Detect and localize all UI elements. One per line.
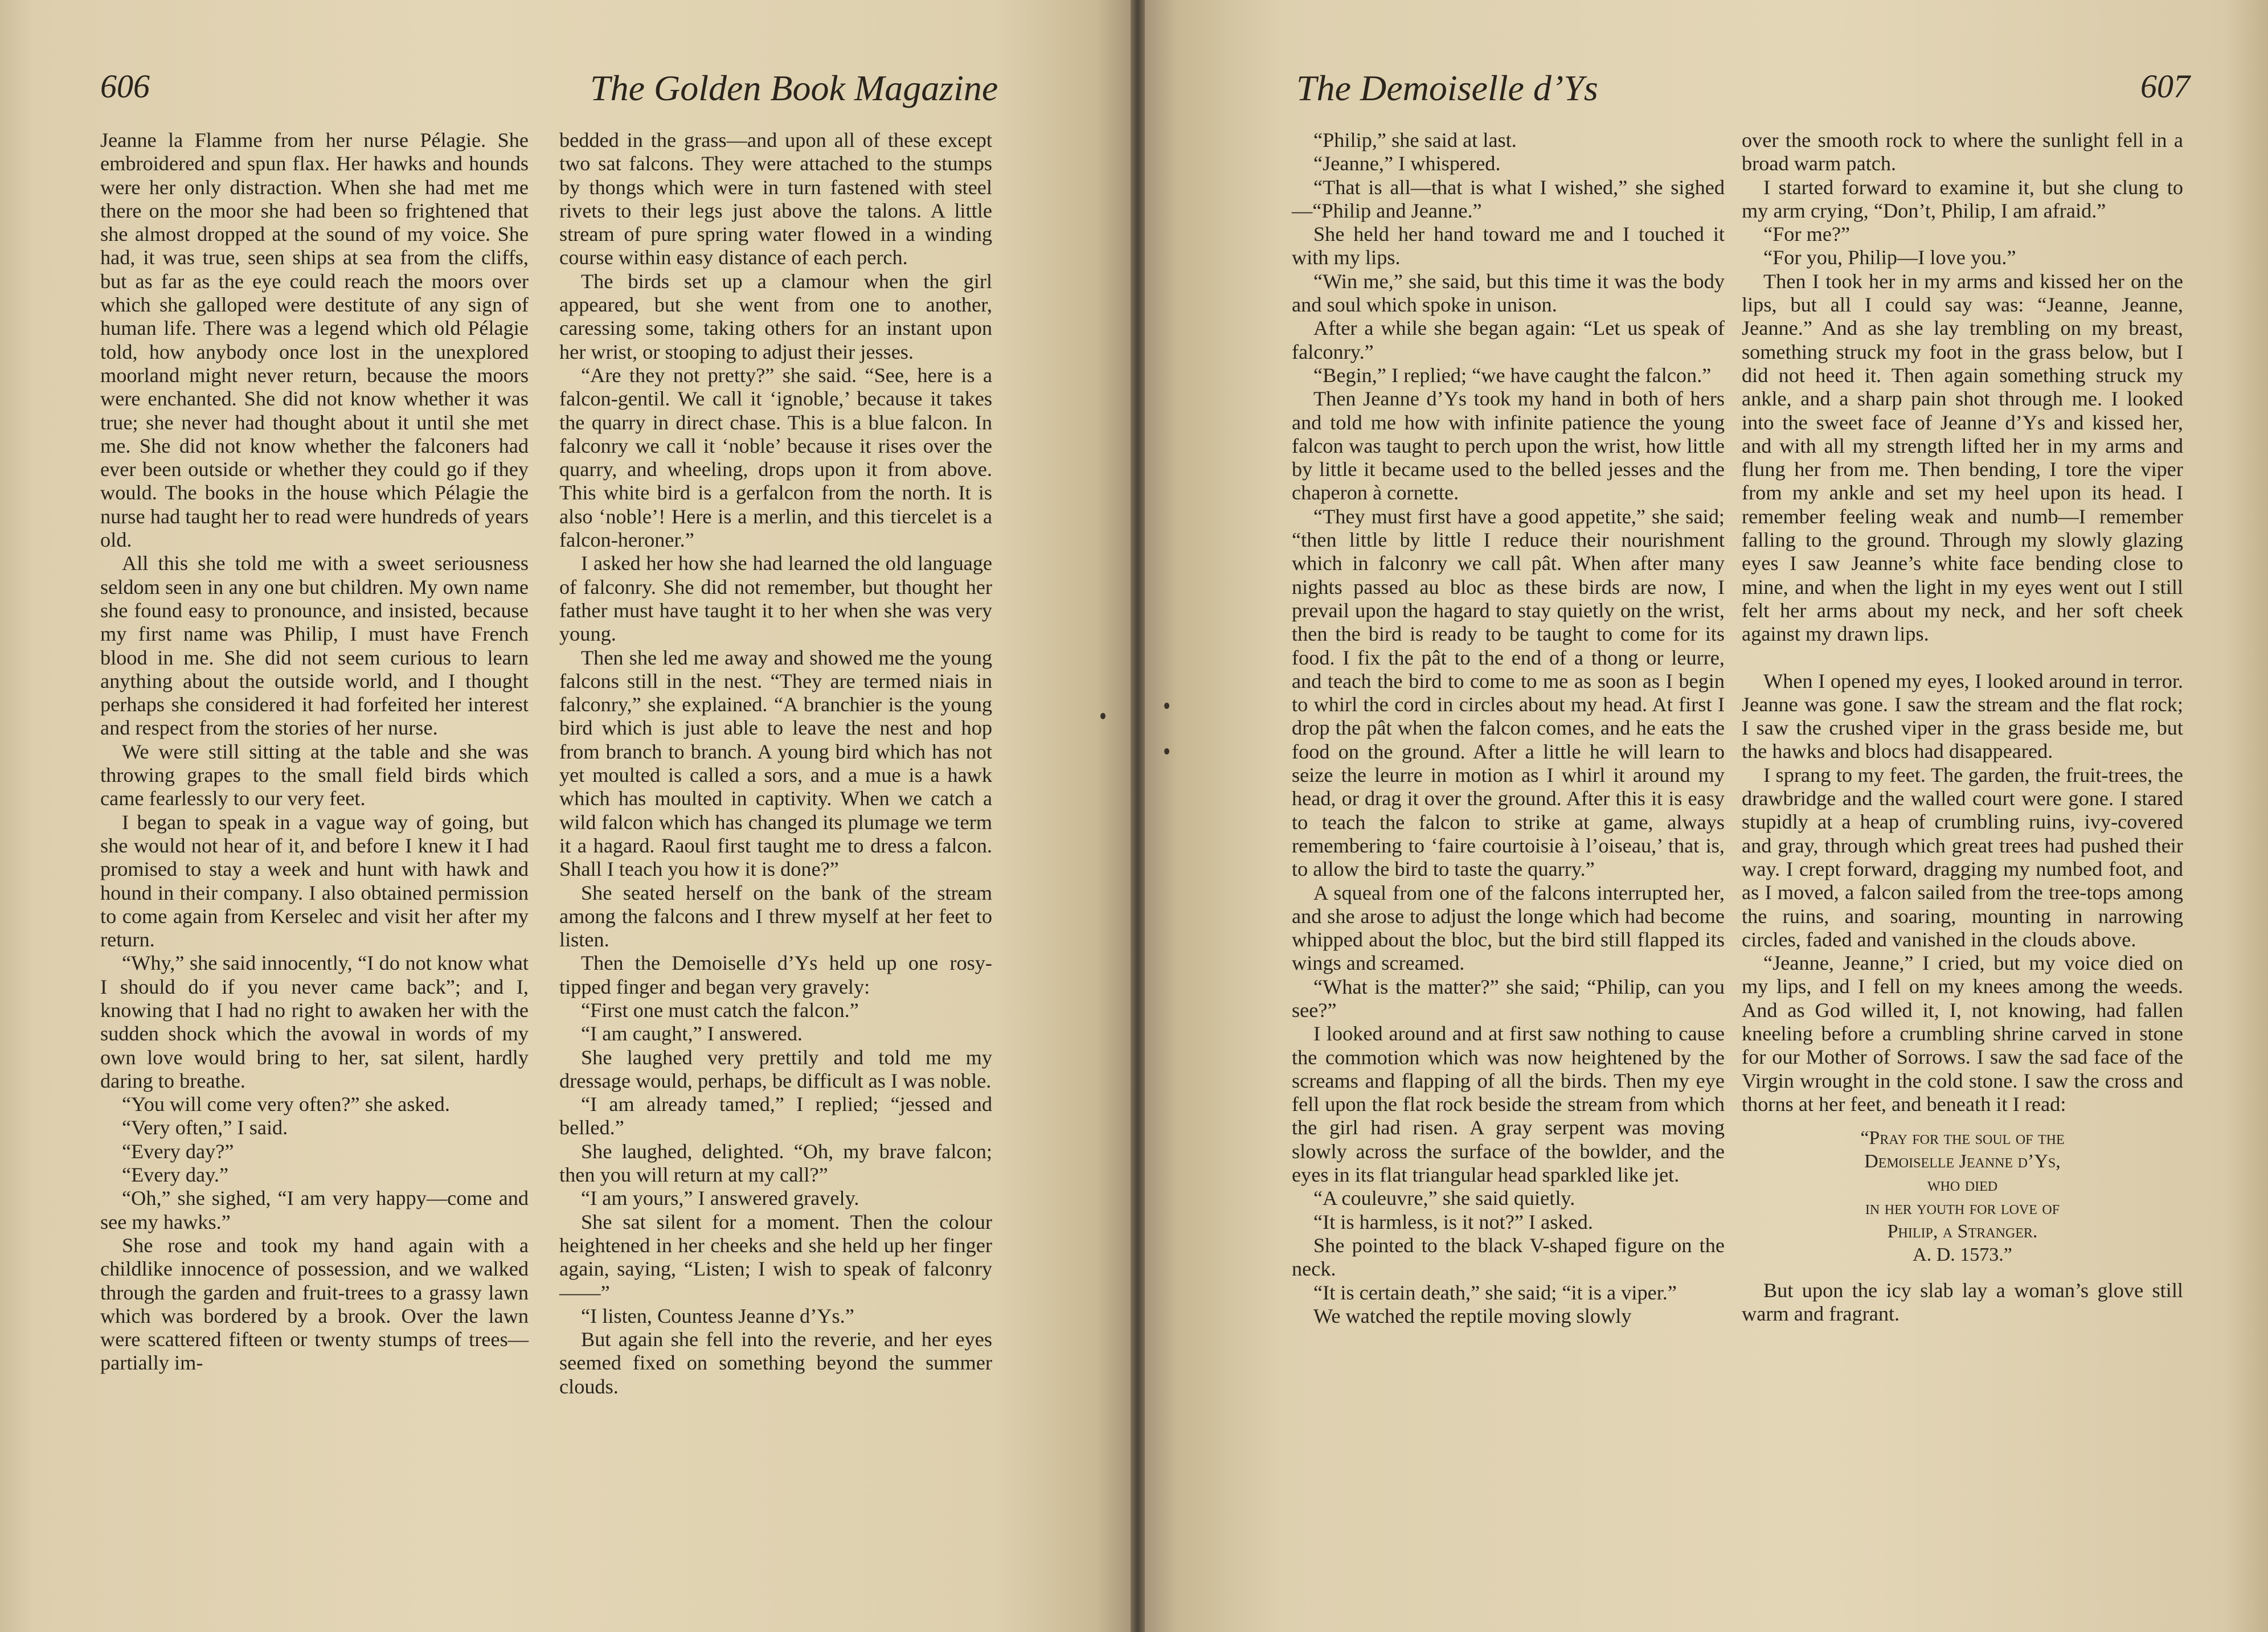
left-column-2 xyxy=(559,129,992,1399)
paragraph: “I am already tamed,” I replied; “jessed and belled.” xyxy=(559,1093,992,1139)
shrine-inscription xyxy=(1742,1126,2183,1266)
paragraph: “It is harmless, is it not?” I asked. xyxy=(1313,1210,1593,1233)
paragraph: But again she fell into the reverie, and her eyes seemed fixed on something beyond the summer clouds. xyxy=(559,1328,992,1398)
paragraph: We were still sitting at the table and she was throwing grapes to the small field birds which came fearlessly to our very feet. xyxy=(100,740,529,810)
paragraph: Jeanne la Flamme from her nurse Pélagie. She embroidered and spun flax. Her hawks and hounds were her only distraction. When she had met me there on the moor she had been so frightened that she almost dropped at the sound of my voice. She had, it was true, seen ships at sea from the cliffs, but as far as the eye could reach the moors over which she galloped were destitute of any sign of human life. There was a legend which old Pélagie told, how anybody once lost in the unexplored moorland might never return, because the moors were enchanted. She did not know whether it was true; she never had thought about it until she met me. She did not know whether the falconers had ever been outside or whether they could go if they would. The books in the house which Pélagie the nurse had taught her to read were hundreds of years old. xyxy=(100,129,529,552)
right-column-2 xyxy=(1742,129,2183,1326)
paragraph: “Jeanne,” I whispered. xyxy=(1313,152,1501,175)
paragraph: “I am yours,” I answered gravely. xyxy=(581,1187,859,1210)
paragraph: “First one must catch the falcon.” xyxy=(581,998,859,1022)
inscription-line: Demoiselle Jeanne d’Ys, xyxy=(1864,1151,2061,1172)
page-mark xyxy=(1164,748,1169,755)
paragraph: bedded in the grass—and upon all of these except two sat falcons. They were attached to the stumps by thongs which were in turn fastened with steel rivets to their legs just above the talons. A little stream of pure spring water flowed in a winding course within easy distance of each perch. xyxy=(559,129,992,269)
inscription-line: A. D. 1573.” xyxy=(1913,1244,2012,1266)
paragraph: “Are they not pretty?” she said. “See, here is a falcon-gentil. We call it ‘ignoble,’ because it takes the quarry in direct chase. This is a blue falcon. In falconry we call it ‘noble’ because it rises over the quarry, and wheeling, drops upon it from above. This white bird is a gerfalcon from the north. It is also ‘noble’! Here is a merlin, and this tiercelet is a falcon-heroner.” xyxy=(559,363,992,552)
page-mark xyxy=(1164,703,1169,709)
paragraph: “I am caught,” I answered. xyxy=(581,1022,803,1045)
paragraph: Then I took her in my arms and kissed her on the lips, but all I could say was: “Jeanne, Jeanne, Jeanne.” And as she lay trembling on my breast, something struck my foot in the grass below, but I did not heed it. Then again something struck my ankle, and a sharp pain shot through me. I looked into the sweet face of Jeanne d’Ys and kissed her, and with all my strength lifted her in my arms and flung her from me. Then bending, I tore the viper from my ankle and set my heel upon its head. I remember feeling weak and numb—I remember falling to the ground. Through my slowly glazing eyes I saw Jeanne’s white face bending close to mine, and when the light in my eyes went out I still felt her arms about my neck, and her soft cheek against my drawn lips. xyxy=(1742,269,2183,646)
paragraph: “What is the matter?” she said; “Philip, can you see?” xyxy=(1292,975,1725,1022)
paragraph: “Philip,” she said at last. xyxy=(1313,129,1517,151)
paragraph: I looked around and at first saw nothing to cause the commotion which was now heightened by the screams and flapping of all the birds. Then my eye fell upon the flat rock beside the stream from which the girl had risen. A gray serpent was moving slowly across the surface of the bowlder, and the eyes in its flat triangular head sparkled like jet. xyxy=(1292,1022,1725,1187)
paragraph: “That is all—that is what I wished,” she sighed—“Philip and Jeanne.” xyxy=(1292,175,1725,222)
paragraph: “For you, Philip—I love you.” xyxy=(1763,246,2016,269)
paragraph: She sat silent for a moment. Then the colour heightened in her cheeks and she held up her finger again, saying, “Listen; I wish to speak of falconry——” xyxy=(559,1210,992,1304)
paragraph: Then Jeanne d’Ys took my hand in both of hers and told me how with infinite patience the young falcon was taught to perch upon the wrist, how little by little it became used to the belled jesses and the chaperon à cornette. xyxy=(1292,387,1725,505)
paragraph: I sprang to my feet. The garden, the fruit-trees, the drawbridge and the walled court were gone. I stared stupidly at a heap of crumbling ruins, ivy-covered and gray, through which great trees had pushed their way. I crept forward, dragging my numbed foot, and as I moved, a falcon sailed from the tree-tops among the ruins, and soaring, mounting in narrowing circles, faded and vanished in the clouds above. xyxy=(1742,763,2183,951)
inscription-line: Philip, a Stranger. xyxy=(1887,1221,2038,1243)
paragraph: Then the Demoiselle d’Ys held up one rosy-tipped finger and began very gravely: xyxy=(559,952,992,998)
paragraph: over the smooth rock to where the sunlight fell in a broad warm patch. xyxy=(1742,129,2183,175)
left-page xyxy=(0,0,1131,1632)
right-column-1 xyxy=(1292,129,1725,1328)
paragraph: She laughed very prettily and told me my dressage would, perhaps, be difficult as I was noble. xyxy=(559,1045,992,1092)
paragraph: She seated herself on the bank of the stream among the falcons and I threw myself at her feet to listen. xyxy=(559,881,992,952)
paragraph: “For me?” xyxy=(1763,223,1851,246)
paragraph: Then she led me away and showed me the young falcons still in the nest. “They are termed niais in falconry,” she explained. “A branchier is the young bird which is just able to leave the nest and hop from branch to branch. A young bird which has not yet moulted is called a sors, and a mue is a hawk which has moulted in captivity. When we catch a wild falcon which has changed its plumage we term it a hagard. Raoul first taught me to dress a falcon. Shall I teach you how it is done?” xyxy=(559,646,992,881)
running-head-left: The Golden Book Magazine xyxy=(590,68,998,108)
paragraph: She held her hand toward me and I touched it with my lips. xyxy=(1292,223,1725,269)
paragraph: She rose and took my hand again with a childlike innocence of possession, and we walked through the garden and fruit-trees to a grassy lawn which was bordered by a brook. Over the lawn were scattered fifteen or twenty stumps of trees—partially im- xyxy=(100,1233,529,1375)
paragraph: I asked her how she had learned the old language of falconry. She did not remember, but thought her father must have taught it to her when she was very young. xyxy=(559,552,992,646)
paragraph: “Why,” she said innocently, “I do not know what I should do if you never came back”; and I, knowing that I had no right to awaken her with the sudden shock which the avowal in words of my own love would bring to her, sat silent, hardly daring to breathe. xyxy=(100,952,529,1092)
inscription-line: in her youth for love of xyxy=(1865,1198,2060,1219)
paragraph: “It is certain death,” she said; “it is a viper.” xyxy=(1313,1281,1677,1304)
paragraph: “Every day?” xyxy=(122,1139,234,1163)
paragraph: A squeal from one of the falcons interrupted her, and she arose to adjust the longe which had become whipped about the bloc, but the bird still flapped its wings and screamed. xyxy=(1292,881,1725,975)
paragraph: “Begin,” I replied; “we have caught the falcon.” xyxy=(1313,363,1712,387)
page-mark xyxy=(1100,713,1106,719)
paragraph: I started forward to examine it, but she clung to my arm crying, “Don’t, Philip, I am afraid.” xyxy=(1742,175,2183,222)
paragraph: I began to speak in a vague way of going, but she would not hear of it, and before I knew it I had promised to stay a week and hunt with hawk and hound in their company. I also obtained permission to come again from Kerselec and visit her after my return. xyxy=(100,810,529,952)
running-head-right: The Demoiselle d’Ys xyxy=(1296,68,1598,108)
paragraph: When I opened my eyes, I looked around in terror. Jeanne was gone. I saw the stream and the flat rock; I saw the crushed viper in the grass beside me, but the hawks and blocs had disappeared. xyxy=(1742,669,2183,763)
paragraph: All this she told me with a sweet seriousness seldom seen in any one but children. My own name she found easy to pronounce, and insisted, because my first name was Philip, I must have French blood in me. She did not seem curious to learn anything about the outside world, and I thought perhaps she considered it had forfeited her interest and respect from the stories of her nurse. xyxy=(100,552,529,740)
paragraph: She laughed, delighted. “Oh, my brave falcon; then you will return at my call?” xyxy=(559,1139,992,1187)
paragraph: “You will come very often?” she asked. xyxy=(122,1093,450,1116)
paragraph: “Oh,” she sighed, “I am very happy—come and see my hawks.” xyxy=(100,1187,529,1233)
paragraph: “Every day.” xyxy=(122,1163,229,1187)
folio-right: 607 xyxy=(2140,68,2190,105)
paragraph: “Very often,” I said. xyxy=(122,1116,288,1139)
paragraph: “Jeanne, Jeanne,” I cried, but my voice died on my lips, and I fell on my knees among the weeds. And as God willed it, I, not knowing, had fallen kneeling before a crumbling shrine carved in stone for our Mother of Sorrows. I saw the sad face of the Virgin wrought in the cold stone. I saw the cross and thorns at her feet, and beneath it I read: xyxy=(1742,952,2183,1116)
paragraph: The birds set up a clamour when the girl appeared, but she went from one to another, caressing some, taking others for an instant upon her wrist, or stooping to adjust their jesses. xyxy=(559,269,992,363)
book-gutter xyxy=(1131,0,1145,1632)
right-page xyxy=(1145,0,2268,1632)
left-column-1 xyxy=(100,129,529,1375)
paragraph: After a while she began again: “Let us speak of falconry.” xyxy=(1292,317,1725,363)
closing-paragraph: But upon the icy slab lay a woman’s glove still warm and fragrant. xyxy=(1742,1279,2183,1326)
paragraph: We watched the reptile moving slowly xyxy=(1313,1304,1632,1327)
inscription-line: “Pray for the soul of the xyxy=(1860,1127,2065,1149)
paragraph: “A couleuvre,” she said quietly. xyxy=(1313,1187,1575,1210)
paragraph: “I listen, Countess Jeanne d’Ys.” xyxy=(581,1304,854,1327)
paragraph: “They must first have a good appetite,” she said; “then little by little I reduce their nourishment which in falconry we call pât. When after many nights passed au bloc as these birds are now, I prevail upon the hagard to stay quietly on the wrist, then the bird is ready to be taught to come for its food. I fix the pât to the end of a thong or leurre, and teach the bird to come to me as soon as I begin to whirl the cord in circles about my head. At first I drop the pât when the falcon comes, and he eats the food on the ground. After a little he will learn to seize the leurre in motion as I whirl it around my head, or drag it over the ground. After this it is easy to teach the falcon to strike at game, always remembering to ‘faire courtoisie à l’oiseau,’ that is, to allow the bird to taste the quarry.” xyxy=(1292,505,1725,881)
inscription-line: who died xyxy=(1927,1174,1998,1196)
paragraph: “Win me,” she said, but this time it was the body and soul which spoke in unison. xyxy=(1292,269,1725,317)
folio-left: 606 xyxy=(100,68,150,105)
paragraph: She pointed to the black V-shaped figure on the neck. xyxy=(1292,1233,1725,1281)
